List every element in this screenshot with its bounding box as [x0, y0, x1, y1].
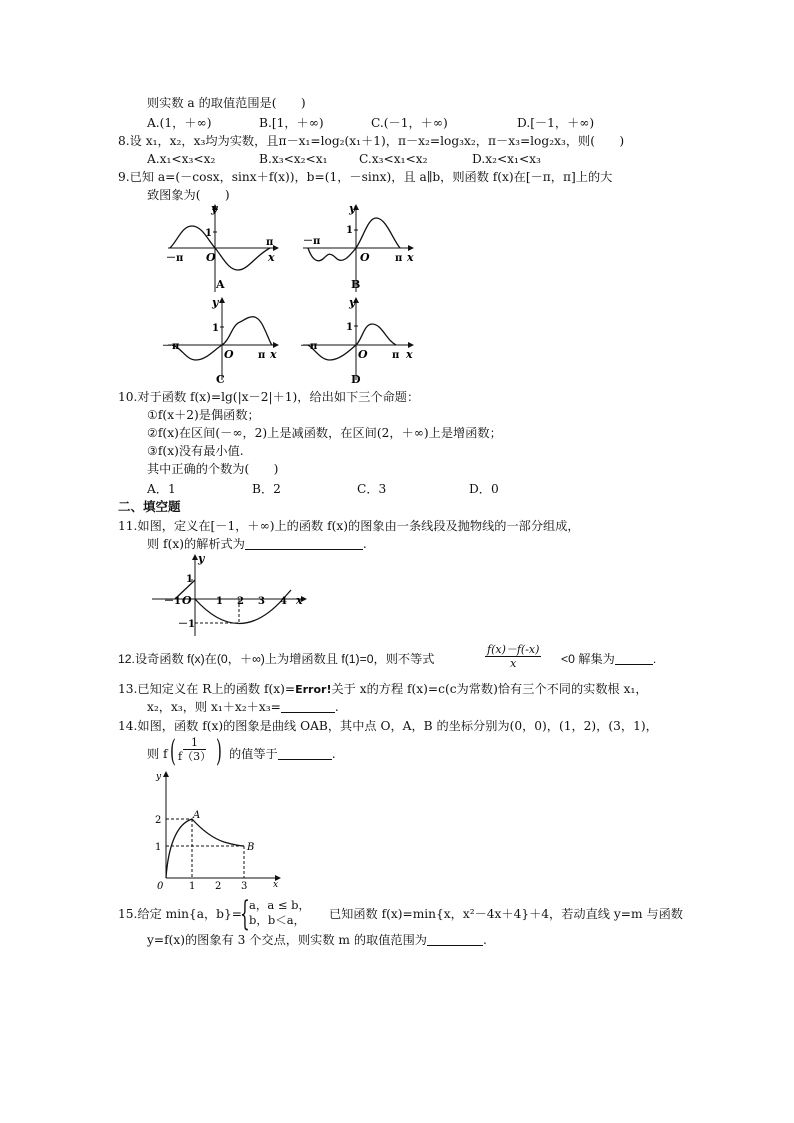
graph-d-pi: π [392, 350, 400, 361]
graph-b-pi: π [395, 253, 403, 264]
q14-xtick-3: 3 [241, 881, 248, 892]
q14-point-b: B [247, 842, 255, 853]
graph-c-caption: C [216, 373, 225, 385]
graph-a-caption: A [216, 278, 225, 291]
q9-stem-line1: 9.已知 a=(－cosx，sinx＋f(x))，b=(1，－sinx)，且 a∥b，则函数 f(x)在[－π，π]上的大 [118, 170, 613, 184]
graph-b-y-label: y [349, 202, 356, 215]
q9-graphs [160, 200, 430, 385]
q14-xtick-2: 2 [215, 881, 222, 892]
q11-tick-4: 4 [280, 596, 287, 607]
q15-case-1: a，a ≤ b， [249, 898, 311, 912]
q8-option-c: C.x₃<x₁<x₂ [359, 152, 428, 166]
q7-option-c: C.(－1，＋∞) [371, 116, 448, 130]
q11-stem-text: 则 f(x)的解析式为 [147, 537, 245, 551]
graph-a-origin: O [206, 251, 216, 264]
q14-stem-line2a: 则 f [147, 747, 168, 761]
graph-d-one: 1 [346, 322, 353, 333]
graph-b [303, 202, 414, 292]
q11-stem-line1: 11.如图，定义在[－1，＋∞)上的函数 f(x)的图象由一条线段及抛物线的一部分组成， [118, 519, 580, 533]
graph-c-origin: O [224, 348, 234, 361]
q8-option-d: D.x₂<x₁<x₃ [472, 152, 541, 166]
graph-a-one: 1 [205, 228, 212, 239]
q10-option-a: A．1 [147, 482, 176, 496]
q10-option-b: B．2 [252, 482, 281, 496]
graph-c-pi: π [258, 350, 266, 361]
q10-stem: 10.对于函数 f(x)=lg(|x－2|＋1)，给出如下三个命题： [118, 390, 420, 404]
q11-origin: O [182, 594, 192, 607]
q14-point-a: A [193, 810, 201, 821]
graph-d-origin: O [358, 348, 368, 361]
graph-a-x-label: x [268, 251, 275, 264]
q11-neg-one-y: －1 [178, 619, 195, 630]
q12-stem-b-text: <0 解集为 [561, 652, 615, 666]
q8-option-b: B.x₃<x₂<x₁ [259, 152, 328, 166]
graph-a [166, 202, 278, 292]
q12-answer-blank[interactable] [615, 652, 653, 665]
q14-paren-right: ) [216, 734, 222, 769]
graph-d-neg-pi: －π [300, 341, 318, 352]
q14-xtick-1: 1 [189, 881, 196, 892]
q14-answer-blank[interactable] [278, 747, 332, 760]
graph-c-one: 1 [212, 323, 219, 334]
q15-stem-a: 15.给定 min{a，b}= [118, 907, 242, 921]
section-title: 二、填空题 [118, 499, 181, 514]
q14-stem-line2b: 的值等于 . [229, 747, 336, 761]
q11-tick-3: 3 [258, 596, 265, 607]
q8-stem: 8.设 x₁，x₂，x₃均为实数，且π－x₁=log₂(x₁＋1)，π－x₂=log₃x₂，π－x₃=log₂x₃，则( ) [118, 134, 625, 148]
q14-y-label: y [156, 772, 162, 782]
graph-d [300, 296, 413, 385]
q15-case-2: b，b＜a， [249, 913, 306, 927]
q14-graph [150, 768, 285, 893]
q14-paren-left: ( [170, 734, 176, 769]
q15-stem-line2-text: y=f(x)的图象有 3 个交点，则实数 m 的取值范围为 [147, 933, 427, 947]
graph-d-x-label: x [406, 348, 413, 361]
q10-option-c: C．3 [357, 482, 387, 496]
q13-error-text: Error! [295, 683, 332, 696]
q13-stem-line1 [118, 681, 648, 698]
q7-option-d: D.[－1，＋∞) [517, 116, 595, 130]
q11-tick-2: 2 [237, 596, 244, 607]
q13-stem-b: 关于 x的方程 f(x)=c(c为常数)恰有三个不同的实数根 x₁， [331, 682, 648, 696]
q9-stem-line2: 致图象为( ) [147, 188, 230, 202]
q11-tick-neg1: －1 [164, 596, 181, 607]
q12-frac-num: f(x)－f(-x) [487, 643, 540, 656]
q14-frac-den: f（3） [178, 750, 212, 763]
q7-option-b: B.[1，＋∞) [259, 116, 324, 130]
q15-stem-line2: y=f(x)的图象有 3 个交点，则实数 m 的取值范围为 . [147, 933, 487, 947]
graph-b-neg-pi: －π [303, 236, 321, 247]
q7-stem: 则实数 a 的取值范围是( ) [147, 96, 306, 110]
graph-d-y-label: y [349, 296, 356, 309]
q15-answer-blank[interactable] [427, 933, 483, 946]
graph-a-neg-pi: －π [166, 253, 184, 264]
graph-c [162, 296, 278, 385]
graph-b-one: 1 [346, 225, 353, 236]
q10-option-d: D．0 [469, 482, 499, 496]
graph-a-y-label: y [211, 202, 218, 215]
q8-option-a: A.x₁<x₃<x₂ [147, 152, 216, 166]
q11-x-label: x [296, 594, 303, 607]
q10-item-1: ①f(x＋2)是偶函数； [147, 408, 260, 422]
q13-stem-line2: x₂，x₃，则 x₁＋x₂＋x₃= . [147, 700, 339, 714]
q12-frac-den: x [510, 657, 517, 670]
q14-ytick-1: 1 [155, 842, 162, 853]
graph-c-x-label: x [270, 348, 277, 361]
q12-stem-a: 12.设奇函数 f(x)在(0，＋∞)上为增函数且 f(1)=0，则不等式 [118, 652, 435, 666]
graph-b-x-label: x [407, 251, 414, 264]
q12-stem-b: <0 解集为 . [561, 652, 657, 666]
q14-frac-num: 1 [183, 736, 206, 750]
q14-origin: 0 [157, 881, 164, 892]
q14-stem-line1: 14.如图，函数 f(x)的图象是曲线 OAB，其中点 O，A，B 的坐标分别为(0，0)，(1，2)，(3，1)， [118, 719, 658, 733]
graph-c-neg-pi: －π [162, 341, 180, 352]
q11-answer-blank[interactable] [245, 537, 363, 550]
graph-a-pi: π [266, 237, 274, 248]
graph-b-caption: B [351, 278, 361, 291]
q11-tick-1: 1 [216, 596, 223, 607]
q10-item-2: ②f(x)在区间(－∞，2)上是减函数，在区间(2，＋∞)上是增函数； [147, 426, 502, 440]
graph-b-origin: O [360, 251, 370, 264]
q11-one-y: 1 [186, 574, 193, 585]
q11-y-label: y [198, 552, 205, 565]
q13-stem-a: 13.已知定义在 R上的函数 f(x)= [118, 682, 296, 696]
q13-answer-blank[interactable] [281, 700, 335, 713]
q10-item-3: ③f(x)没有最小值. [147, 444, 244, 458]
q12-fraction [485, 643, 541, 670]
q11-stem-line2: 则 f(x)的解析式为 . [147, 537, 367, 551]
graph-c-y-label: y [212, 296, 219, 309]
graph-d-caption: D [351, 373, 361, 385]
q14-stem-line2b-text: 的值等于 [229, 747, 278, 761]
q14-ytick-2: 2 [155, 815, 162, 826]
q14-fraction [178, 736, 211, 763]
q13-stem-line2-text: x₂，x₃，则 x₁＋x₂＋x₃= [147, 700, 281, 714]
q11-graph [146, 552, 316, 642]
q7-option-a: A.(1，＋∞) [147, 116, 212, 130]
q14-x-label: x [273, 880, 279, 890]
q15-brace: { [240, 894, 250, 934]
q10-ask: 其中正确的个数为( ) [147, 462, 279, 476]
q15-stem-b: 已知函数 f(x)=min{x，x²－4x＋4}＋4，若动直线 y=m 与函数 [329, 907, 683, 921]
